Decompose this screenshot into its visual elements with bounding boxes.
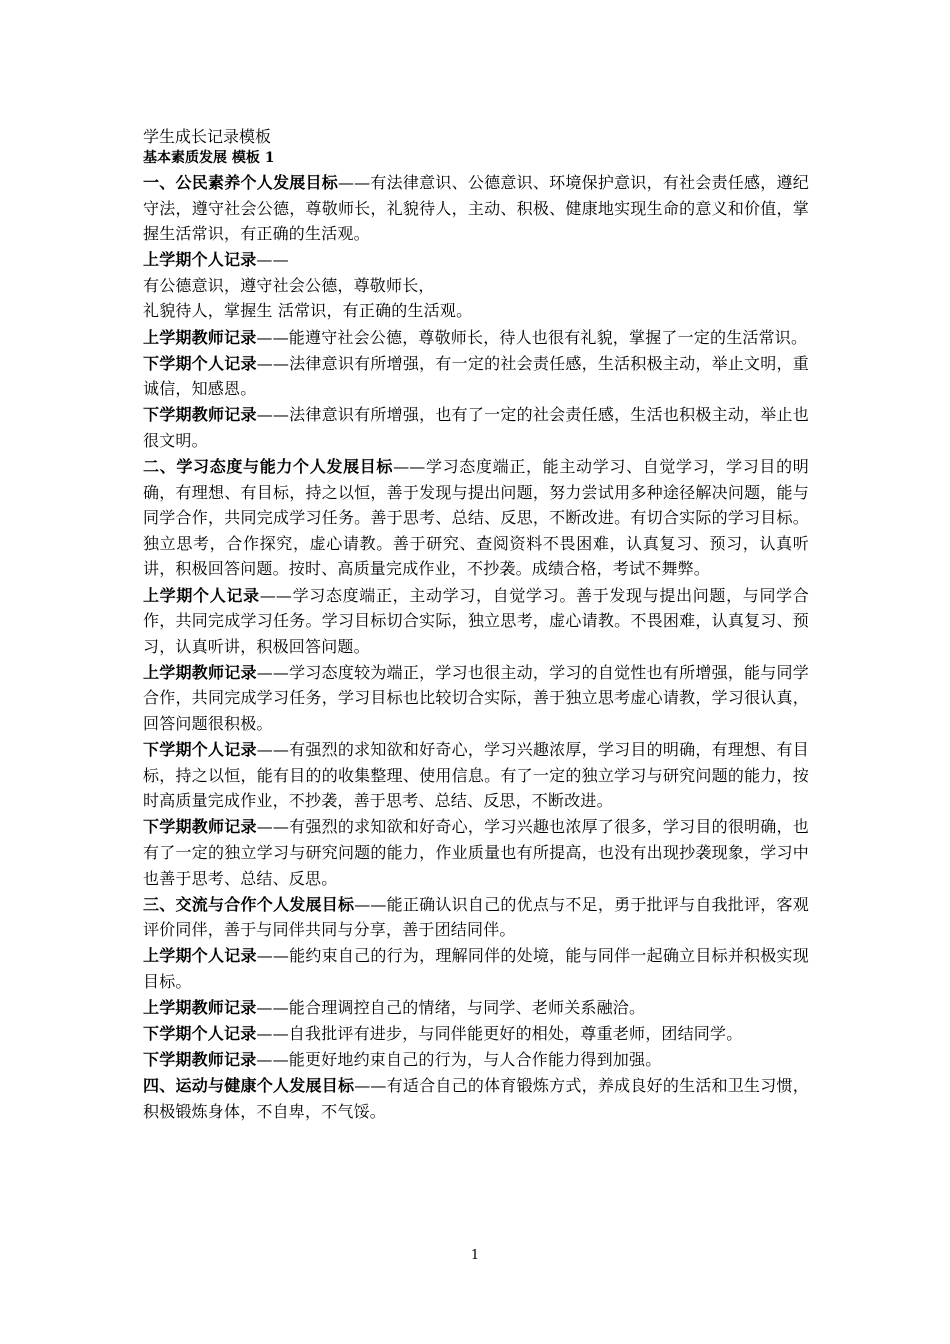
record-label: 下学期个人记录 xyxy=(143,740,257,760)
record-paragraph xyxy=(143,583,809,660)
record-text: ——能合理调控自己的情绪，与同学、老师关系融洽。 xyxy=(256,998,646,1017)
document-body xyxy=(143,170,809,1124)
record-paragraph xyxy=(143,351,809,402)
record-text: ——有强烈的求知欲和好奇心，学习兴趣也浓厚了很多，学习目的很明确，也有了一定的独立学习与研究问题的能力，作业质量也有所提高，也没有出现抄袭现象，学习中也善于思考、总结、反思。 xyxy=(143,817,809,888)
record-label: 四、运动与健康个人发展目标 xyxy=(143,1076,355,1096)
record-paragraph xyxy=(143,247,809,324)
record-label: 下学期个人记录 xyxy=(143,353,257,373)
record-paragraph xyxy=(143,814,809,891)
record-label: 上学期教师记录 xyxy=(143,662,257,682)
record-label: 一、公民素养个人发展目标 xyxy=(143,173,338,192)
record-text: ——能更好地约束自己的行为，与人合作能力得到加强。 xyxy=(256,1050,662,1070)
record-paragraph xyxy=(143,995,809,1021)
record-paragraph xyxy=(143,660,809,737)
record-paragraph xyxy=(143,1021,809,1047)
record-label: 上学期个人记录 xyxy=(143,946,257,966)
record-text: ——法律意识有所增强，有一定的社会责任感，生活积极主动，举止文明，重诚信，知感恩。 xyxy=(143,353,809,399)
record-label: 上学期个人记录 xyxy=(143,250,257,270)
record-text: ——能遵守社会公德，尊敬师长，待人也很有礼貌，掌握了一定的生活常识。 xyxy=(256,327,808,347)
record-text: ——有强烈的求知欲和好奇心，学习兴趣浓厚，学习目的明确，有理想、有目标，持之以恒，能有目的的收集整理、使用信息。有了一定的独立学习与研究问题的能力，按时高质量完成作业，不抄袭，善于思考、总结、反思，不断改进。 xyxy=(143,740,809,811)
record-label: 下学期教师记录 xyxy=(143,405,257,425)
record-label: 下学期教师记录 xyxy=(143,817,257,837)
record-text: ——能正确认识自己的优点与不足，勇于批评与自我批评，客观评价同伴，善于与同伴共同与分享，善于团结同伴。 xyxy=(143,894,809,940)
record-label: 二、学习态度与能力个人发展目标 xyxy=(143,457,394,477)
record-label: 上学期教师记录 xyxy=(143,327,257,347)
record-line: 礼貌待人，掌握生 活常识，有正确的生活观。 xyxy=(143,301,473,321)
document-page xyxy=(143,126,809,1124)
record-text: —— xyxy=(256,250,289,270)
record-text: ——学习态度端正，主动学习，自觉学习。善于发现与提出问题，与同学合作，共同完成学习任务。学习目标切合实际，独立思考，虚心请教。不畏困难，认真复习、预习，认真听讲，积极回答问题。 xyxy=(143,585,809,656)
record-paragraph xyxy=(143,1047,809,1073)
record-text: ——能约束自己的行为，理解同伴的处境，能与同伴一起确立目标并积极实现目标。 xyxy=(143,946,809,991)
document-subtitle: 基本素质发展 模板 1 xyxy=(143,150,275,166)
record-line: 有公德意识，遵守社会公德，尊敬师长， xyxy=(143,275,435,295)
record-label: 下学期个人记录 xyxy=(143,1024,257,1044)
record-label: 上学期教师记录 xyxy=(143,998,257,1017)
record-paragraph xyxy=(143,402,809,453)
record-text: ——学习态度较为端正，学习也很主动，学习的自觉性也有所增强，能与同学合作，共同完成学习任务，学习目标也比较切合实际，善于独立思考虚心请教，学习很认真，回答问题很积极。 xyxy=(143,662,809,733)
record-text: ——自我批评有进步，与同伴能更好的相处，尊重老师，团结同学。 xyxy=(256,1024,743,1044)
record-label: 三、交流与合作个人发展目标 xyxy=(143,894,355,914)
record-text: ——学习态度端正，能主动学习、自觉学习，学习目的明确，有理想、有目标，持之以恒，善于发现与提出问题，努力尝试用多种途径解决问题，能与同学合作，共同完成学习任务。善于思考、总结、反思，不断改进。有切合实际的学习目标。独立思考，合作探究，虚心请教。善于研究、查阅资料不畏困难，认真复习、预习，认真听讲，积极回答问题。按时、高质量完成作业，不抄袭。成绩合格，考试不舞弊。 xyxy=(143,457,809,579)
record-label: 下学期教师记录 xyxy=(143,1050,257,1070)
record-text: ——法律意识有所增强，也有了一定的社会责任感，生活也积极主动，举止也很文明。 xyxy=(143,405,809,450)
page-number: 1 xyxy=(470,1248,480,1263)
record-paragraph xyxy=(143,892,809,943)
record-paragraph xyxy=(143,325,809,351)
record-label: 上学期个人记录 xyxy=(143,585,260,605)
record-paragraph xyxy=(143,170,809,247)
record-paragraph xyxy=(143,943,809,994)
record-text: ——有适合自己的体育锻炼方式，养成良好的生活和卫生习惯，积极锻炼身体，不自卑，不气馁。 xyxy=(143,1076,809,1121)
record-text: ——有法律意识、公德意识、环境保护意识，有社会责任感，遵纪守法，遵守社会公德，尊敬师长，礼貌待人，主动、积极、健康地实现生命的意义和价值，掌握生活常识，有正确的生活观。 xyxy=(143,173,809,244)
record-paragraph xyxy=(143,737,809,814)
document-title: 学生成长记录模板 xyxy=(143,127,272,146)
record-paragraph xyxy=(143,454,809,582)
record-paragraph xyxy=(143,1073,809,1124)
